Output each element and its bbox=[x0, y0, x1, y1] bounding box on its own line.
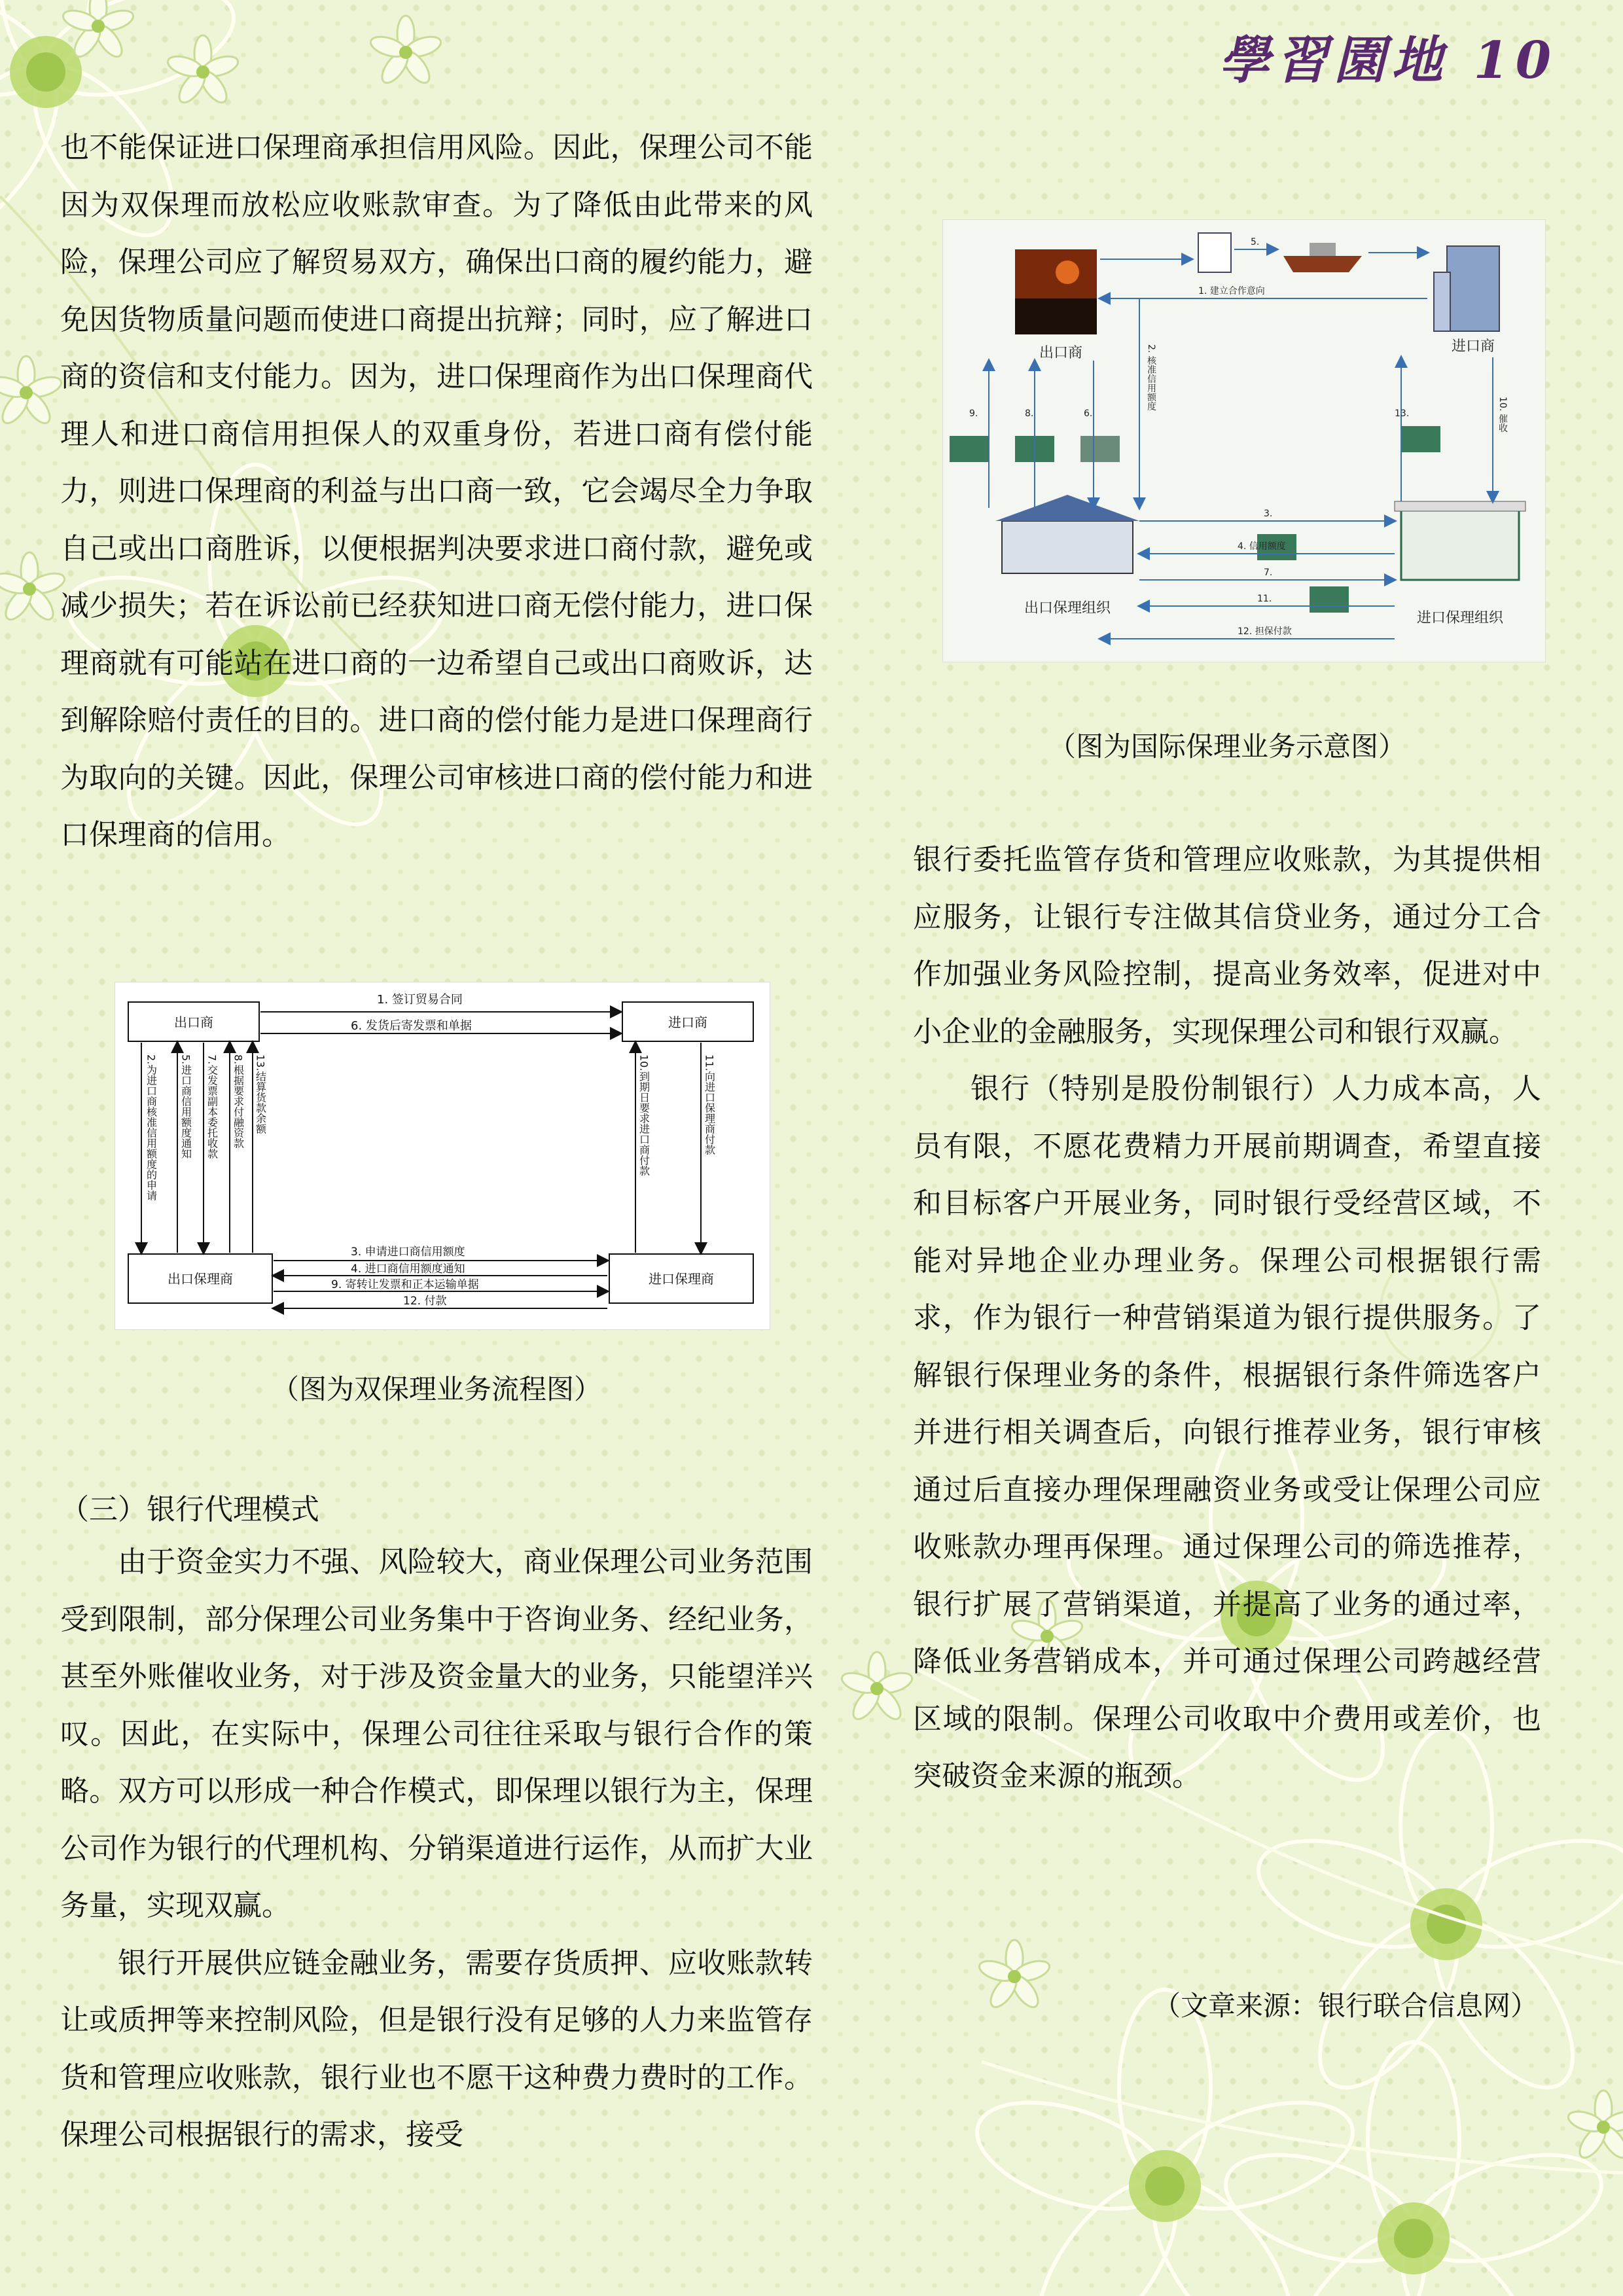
intl-step-10-label: 10. 催收 bbox=[1497, 397, 1508, 433]
right-paragraph-1: 银行委托监管存货和管理应收账款，为其提供相应服务，让银行专注做其信贷业务，通过分工合作加强业务风险控制，提高业务效率，促进对中小企业的金融服务，实现保理公司和银行双赢。 bbox=[913, 843, 1541, 1049]
intl-step-11-label: 11. bbox=[1257, 594, 1272, 604]
step-9-label: 9. 寄转让发票和正本运输单据 bbox=[331, 1278, 479, 1291]
intl-step-13-label: 13. bbox=[1395, 408, 1410, 419]
left-paragraph-2: 由于资金实力不强、风险较大，商业保理公司业务范围受到限制，部分保理公司业务集中于咨询业务、经纪业务，甚至外账催收业务，对于涉及资金量大的业务，只能望洋兴叹。因此，在实际中，保理公司往往采取与银行合作的策略。双方可以形成一种合作模式，即保理以银行为主，保理公司作为银行的代理机构、分销渠道进行运作，从而扩大业务量，实现双赢。 bbox=[60, 1545, 813, 1922]
left-paragraph-1: 也不能保证进口保理商承担信用风险。因此，保理公司不能因为双保理而放松应收账款审查。为了降低由此带来的风险，保理公司应了解贸易双方，确保出口商的履约能力，避免因货物质量问题而使进口商提出抗辩；同时，应了解进口商的资信和支付能力。因为，进口保理商作为出口保理商代理人和进口商信用担保人的双重身份，若进口商有偿付能力，则进口保理商的利益与出口商一致，它会竭尽全力争取自己或出口商胜诉，以便根据判决要求进口商付款，避免或减少损失；若在诉讼前已经获知进口商无偿付能力，进口保理商就有可能站在进口商的一边希望自己或出口商败诉，达到解除赔付责任的目的。进口商的偿付能力是进口保理商行为取向的关键。因此，保理公司审核进口商的偿付能力和进口保理商的信用。 bbox=[60, 131, 813, 852]
left-column-text-1 bbox=[60, 119, 813, 864]
intl-step-12-label: 12. 担保付款 bbox=[1238, 626, 1292, 637]
international-factoring-diagram bbox=[942, 219, 1546, 662]
page-header-title: 學習園地 10 bbox=[1219, 31, 1558, 90]
step-7-label: 7.交发票副本委托收款 bbox=[205, 1054, 219, 1159]
left-column-text-2 bbox=[60, 1534, 813, 2164]
step-4-label: 4. 进口商信用额度通知 bbox=[351, 1263, 465, 1276]
intl-step-9-label: 9. bbox=[969, 408, 978, 419]
right-column-text bbox=[913, 831, 1541, 1805]
step-8-label: 8.根据要求付融资款 bbox=[232, 1054, 245, 1149]
export-factor-label: 出口保理商 bbox=[168, 1271, 233, 1287]
double-factoring-flowchart bbox=[115, 982, 770, 1330]
importer-label: 进口商 bbox=[668, 1014, 707, 1030]
export-factor-building-icon bbox=[1002, 521, 1133, 573]
intl-exporter-label: 出口商 bbox=[1039, 345, 1083, 361]
step-11-label: 11.向进口保理商付款 bbox=[703, 1054, 716, 1155]
step-12-label: 12. 付款 bbox=[403, 1295, 447, 1308]
right-paragraph-2: 银行（特别是股份制银行）人力成本高，人员有限，不愿花费精力开展前期调查，希望直接和目标客户开展业务，同时银行受经营区域，不能对异地企业办理业务。保理公司根据银行需求，作为银行一种营销渠道为银行提供服务。了解银行保理业务的条件，根据银行条件筛选客户并进行相关调查后，向银行推荐业务，银行审核通过后直接办理保理融资业务或受让保理公司应收账款办理再保理。通过保理公司的筛选推荐，银行扩展了营销渠道，并提高了业务的通过率，降低业务营销成本，并可通过保理公司跨越经营区域的限制。保理公司收取中介费用或差价，也突破资金来源的瓶颈。 bbox=[913, 1072, 1541, 1793]
step-1-label: 1. 签订贸易合同 bbox=[377, 993, 463, 1007]
double-factoring-caption: （图为双保理业务流程图） bbox=[271, 1373, 601, 1405]
contract-icon bbox=[1198, 233, 1231, 272]
intl-step-3-label: 3. bbox=[1264, 509, 1273, 519]
step-3-label: 3. 申请进口商信用额度 bbox=[351, 1246, 465, 1259]
step-2-label: 2.为进口商核准信用额度的申请 bbox=[145, 1054, 158, 1201]
intl-importer-label: 进口商 bbox=[1451, 338, 1495, 355]
intl-step-4-label: 4. 信用额度 bbox=[1238, 541, 1286, 552]
importer-building-icon bbox=[1447, 246, 1499, 331]
step-13-label: 13.结算货款余额 bbox=[254, 1054, 267, 1134]
article-source: （文章来源：银行联合信息网） bbox=[1152, 1990, 1538, 2022]
ship-icon bbox=[1283, 256, 1362, 272]
intl-step-5-label: 5. bbox=[1251, 237, 1260, 247]
intl-step-8-label: 8. bbox=[1025, 408, 1034, 419]
intl-step-1-label: 1. 建立合作意向 bbox=[1198, 286, 1265, 296]
step-10-label: 10.到期日要求进口商付款 bbox=[637, 1054, 651, 1176]
money-icon bbox=[950, 436, 989, 462]
intl-export-factor-label: 出口保理组织 bbox=[1024, 600, 1111, 617]
intl-step-6-label: 6. bbox=[1084, 408, 1093, 419]
section-heading-bank-agency: （三）银行代理模式 bbox=[60, 1493, 319, 1526]
import-factor-label: 进口保理商 bbox=[649, 1271, 714, 1287]
intl-step-2-label: 2. 核准信用额度 bbox=[1146, 344, 1156, 411]
intl-diagram-svg bbox=[943, 220, 1545, 662]
intl-step-7-label: 7. bbox=[1264, 567, 1273, 578]
exporter-label: 出口商 bbox=[174, 1014, 213, 1030]
flowchart-svg bbox=[115, 982, 770, 1329]
step-5-label: 5.进口商信用额度通知 bbox=[179, 1054, 192, 1159]
intl-import-factor-label: 进口保理组织 bbox=[1416, 610, 1504, 626]
left-paragraph-3: 银行开展供应链金融业务，需要存货质押、应收账款转让或质押等来控制风险，但是银行没有足够的人力来监管存货和管理应收账款，银行业也不愿干这种费力费时的工作。保理公司根据银行的需求，接受 bbox=[60, 1946, 813, 2151]
intl-factoring-caption: （图为国际保理业务示意图） bbox=[1048, 730, 1406, 762]
import-factor-building-icon bbox=[1401, 508, 1519, 580]
step-6-label: 6. 发货后寄发票和单据 bbox=[351, 1019, 472, 1033]
